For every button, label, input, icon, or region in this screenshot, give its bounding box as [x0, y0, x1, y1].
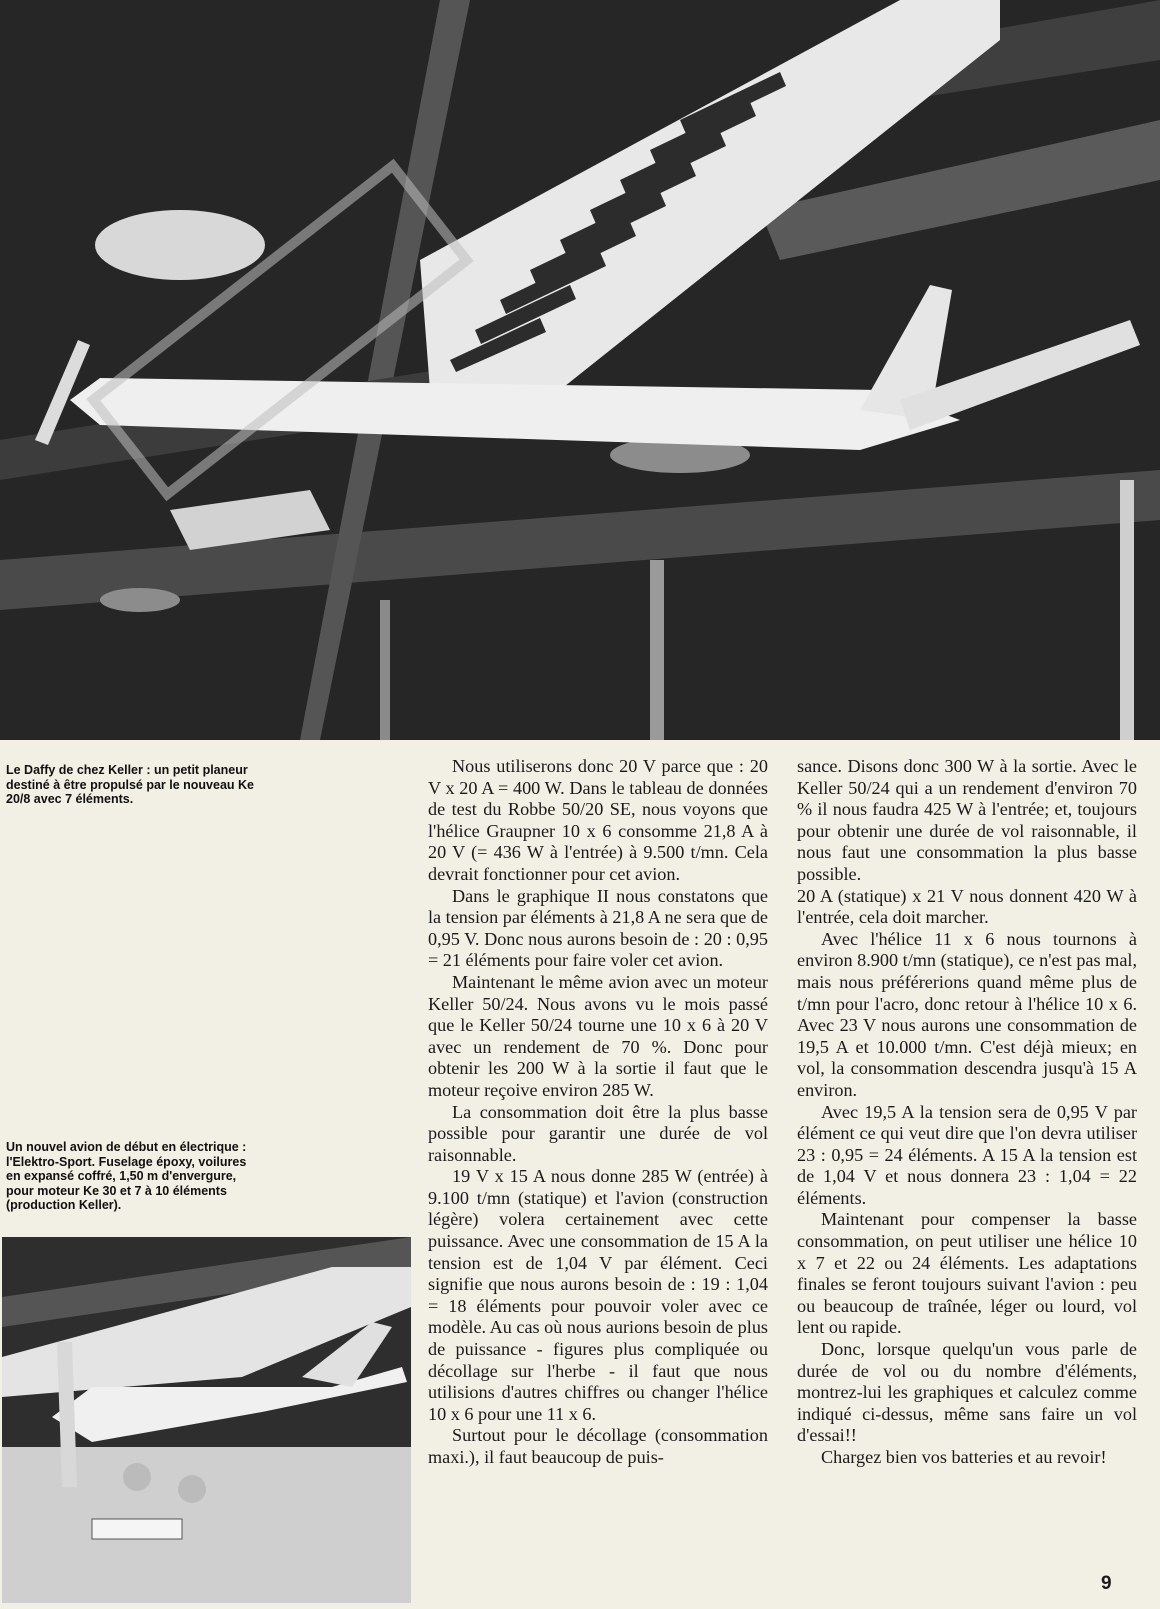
text-column-middle: [428, 756, 768, 1469]
paragraph: Avec l'hélice 11 x 6 nous tournons à environ 8.900 t/mn (statique), ce n'est pas mal, mais nous préférerions quand même plus de t/mn pour l'acro, donc retour à l'hélice 10 x 6. Avec 23 V nous aurons une consommation de 19,5 A et 10.000 t/mn. C'est déjà mieux; en vol, la consommation descendra jusqu'à 15 A environ.: [797, 928, 1137, 1100]
caption-bottom-photo: Un nouvel avion de début en électrique : l'Elektro-Sport. Fuselage époxy, voilures en expansé coffré, 1,50 m d'envergure, pour moteur Ke 30 et 7 à 10 éléments (production Keller).: [6, 1140, 247, 1212]
paragraph: Maintenant pour compenser la basse consommation, on peut utiliser une hélice 10 x 7 et 22 ou 24 éléments. Les adaptations finales se feront toujours suivant l'avion : peu ou beaucoup de traînée, léger ou lourd, vol lent ou rapide.: [797, 1209, 1137, 1338]
text-column-right: [797, 756, 1137, 1469]
paragraph: Maintenant le même avion avec un moteur Keller 50/24. Nous avons vu le mois passé que le Keller 50/24 tourne une 10 x 6 à 20 V avec un rendement de 70 %. Donc pour obtenir les 200 W à la sortie il faut que le moteur reçoive environ 285 W.: [428, 971, 768, 1100]
paragraph: Chargez bien vos batteries et au revoir!: [821, 1447, 1107, 1467]
paragraph: sance. Disons donc 300 W à la sortie. Avec le Keller 50/24 qui a un rendement d'environ 70 % il nous faudra 425 W à l'entrée; et, toujours pour obtenir une durée de vol raisonnable, il nous faut une consommation la plus basse possible.: [797, 756, 1137, 884]
paragraph: 20 A (statique) x 21 V nous donnent 420 W à l'entrée, cela doit marcher.: [797, 885, 1137, 928]
bottom-photo: [2, 1237, 411, 1603]
paragraph: Avec 19,5 A la tension sera de 0,95 V par élément ce qui veut dire que l'on devra utiliser 23 : 0,95 = 24 éléments. A 15 A la tension est de 1,04 V et nous donnera 23 : 1,04 = 22 éléments.: [797, 1101, 1137, 1208]
paragraph: Donc, lorsque quelqu'un vous parle de durée de vol ou du nombre d'éléments, montrez-lui les graphiques et calculez comme indiqué ci-dessus, même sans faire un vol d'essai!!: [797, 1339, 1137, 1446]
paragraph: 19 V x 15 A nous donne 285 W (entrée) à 9.100 t/mn (statique) et l'avion (construction légère) volera certainement avec cette puissance. Avec une consommation de 15 A la tension est de 1,04 V par élément. Ceci signifie que nous aurons besoin de : 19 : 1,04 = 18 éléments pour pouvoir voler avec ce modèle. Au cas où nous aurions besoin de plus de puissance - figures plus compliquée ou décollage sur l'herbe - il faut que nous utilisions d'autres chiffres ou changer l'hélice 10 x 6 pour une 11 x 6.: [428, 1166, 768, 1424]
paragraph: La consommation doit être la plus basse possible pour garantir une durée de vol raisonnable.: [428, 1101, 768, 1165]
top-photo: [0, 0, 1160, 740]
paragraph: Dans le graphique II nous constatons que la tension par éléments à 21,8 A ne sera que de 0,95 V. Donc nous aurons besoin de : 20 : 0,95 = 21 éléments pour faire voler cet avion.: [428, 885, 768, 971]
caption-top-photo: Le Daffy de chez Keller : un petit planeur destiné à être propulsé par le nouveau Ke 20/8 avec 7 éléments.: [6, 763, 254, 806]
page-number: 9: [1101, 1573, 1112, 1594]
paragraph: Surtout pour le décollage (consommation maxi.), il faut beaucoup de puis-: [428, 1425, 768, 1467]
paragraph: Nous utiliserons donc 20 V parce que : 20 V x 20 A = 400 W. Dans le tableau de données de test du Robbe 50/20 SE, nous voyons que l'hélice Graupner 10 x 6 consomme 21,8 A à 20 V (= 436 W à l'entrée) à 9.500 t/mn. Cela devrait fonctionner pour cet avion.: [428, 756, 768, 884]
